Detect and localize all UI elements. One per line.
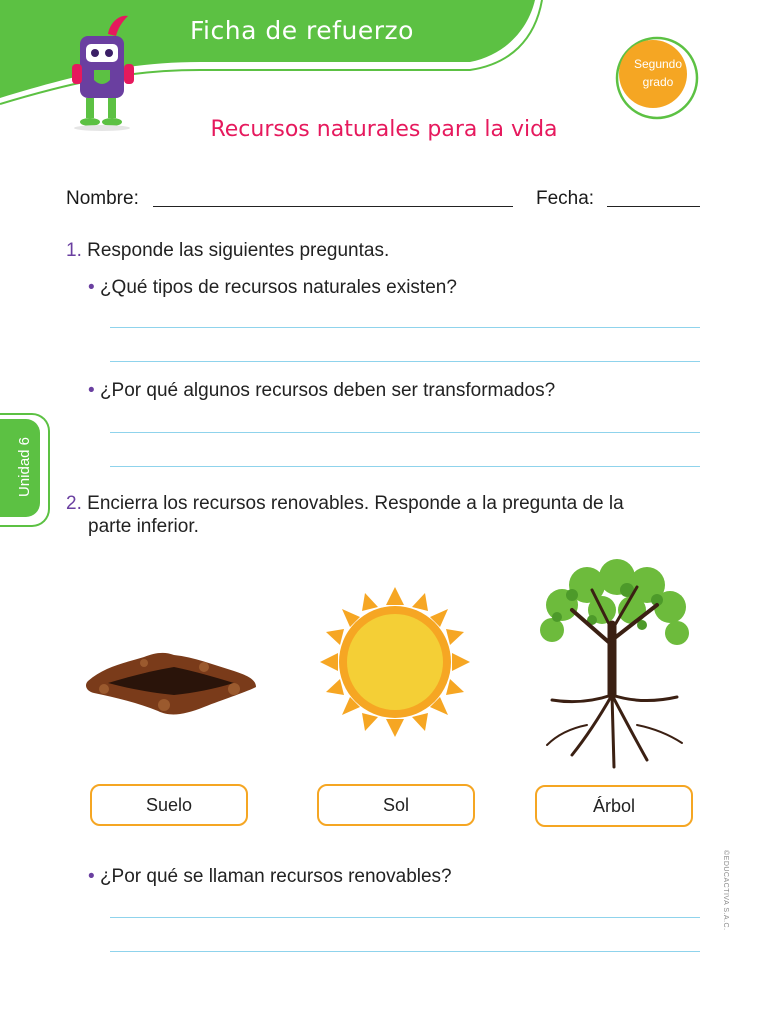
answer-line[interactable] — [110, 361, 700, 362]
banner-title: Ficha de refuerzo — [190, 16, 414, 45]
question-2-followup-text: ¿Por qué se llaman recursos renovables? — [99, 866, 452, 887]
grade-line-2: grado — [642, 75, 674, 89]
answer-line[interactable] — [110, 466, 700, 467]
question-text-3: parte inferior. — [88, 516, 199, 537]
soil-icon[interactable] — [84, 645, 260, 725]
question-number: 1. — [66, 240, 82, 261]
tree-icon[interactable] — [532, 555, 692, 770]
label-soil[interactable]: Suelo — [90, 784, 248, 826]
robot-mascot-icon — [68, 12, 148, 132]
answer-line[interactable] — [110, 951, 700, 952]
question-1a-text: ¿Qué tipos de recursos naturales existen? — [99, 277, 457, 298]
name-field[interactable] — [153, 206, 513, 207]
question-text-1: los recursos renovables. — [157, 493, 375, 514]
question-1b-text: ¿Por qué algunos recursos deben ser transformados? — [99, 380, 556, 401]
question-verb-2: Responde — [374, 493, 462, 514]
sun-icon[interactable] — [318, 585, 472, 739]
question-1-heading — [66, 240, 389, 262]
grade-label — [622, 55, 694, 91]
question-verb-1: Encierra — [87, 493, 158, 514]
question-text-2: a la pregunta de la — [461, 493, 624, 514]
question-1a — [88, 277, 457, 299]
answer-line[interactable] — [110, 327, 700, 328]
question-text: las siguientes preguntas. — [173, 240, 390, 261]
label-tree[interactable]: Árbol — [535, 785, 693, 827]
question-number: 2. — [66, 493, 82, 514]
question-1b — [88, 380, 555, 402]
bullet-icon: • — [88, 866, 95, 887]
grade-line-1: Segundo — [633, 57, 683, 71]
label-sun[interactable]: Sol — [317, 784, 475, 826]
copyright-text: ©EDUCACTIVA S.A.C. — [722, 850, 729, 931]
question-2-followup — [88, 866, 452, 888]
unit-tab-label: Unidad 6 — [16, 436, 33, 498]
date-field[interactable] — [607, 206, 700, 207]
answer-line[interactable] — [110, 917, 700, 918]
bullet-icon: • — [88, 380, 95, 401]
name-label: Nombre: — [66, 188, 139, 209]
question-verb: Responde — [87, 240, 174, 261]
date-label: Fecha: — [536, 188, 595, 209]
answer-line[interactable] — [110, 432, 700, 433]
question-2-heading — [66, 492, 706, 538]
worksheet-title: Recursos naturales para la vida — [210, 117, 558, 142]
bullet-icon: • — [88, 277, 95, 298]
